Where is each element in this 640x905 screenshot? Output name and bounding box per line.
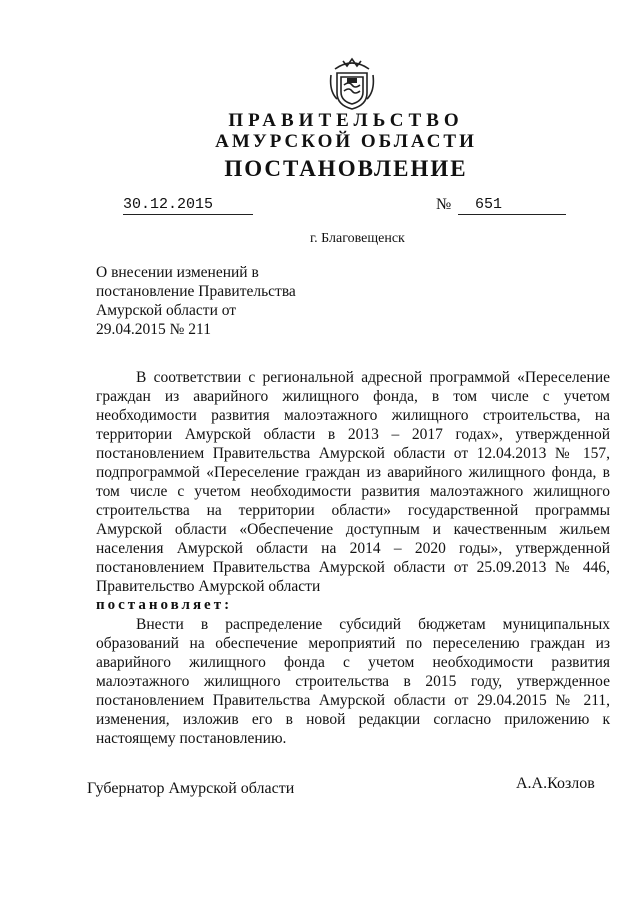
government-title: ПРАВИТЕЛЬСТВО (228, 110, 464, 131)
preamble-paragraph: В соответствии с региональной адресной программой «Переселение граждан из аварийного жилищного фонда, в том числе с учетом необходимости развития малоэтажного жилищного строительства, на территории Амурской области в 2013 – 2017 годах», утвержденной постановлением Правительства Амурской области от 12.04.2013 № 157, подпрограммой «Переселение граждан из аварийного жилищного фонда, в том числе с учетом необходимости развития малоэтажного жилищного строительства на территории области» государственной программы Амурской области «Обеспечение доступным и качественным жильем населения Амурской области на 2014 – 2020 годы», утвержденной постановлением Правительства Амурской области от 25.09.2013 № 446, Правительство Амурской области (96, 369, 610, 595)
region-title: АМУРСКОЙ ОБЛАСТИ (215, 131, 477, 152)
subject-line: 29.04.2015 № 211 (96, 321, 211, 338)
number-sign: № (436, 196, 452, 213)
subject-line: О внесении изменений в (96, 264, 259, 281)
document-date: 30.12.2015 (123, 196, 253, 215)
resolve-word: постановляет: (96, 597, 233, 613)
subject-heading (96, 263, 336, 339)
subject-line: Амурской области от (96, 302, 237, 319)
document-type: ПОСТАНОВЛЕНИЕ (224, 156, 468, 181)
decision-paragraph: Внести в распределение субсидий бюджетам муниципальных образований на обеспечение мероприятий по переселению граждан из аварийного жилищного фонда с учетом необходимости развития малоэтажного жилищного строительства в 2015 году, утвержденное постановлением Правительства Амурской области от 29.04.2015 № 211, изменения, изложив его в новой редакции согласно приложению к настоящему постановлению. (96, 616, 610, 747)
subject-line: постановление Правительства (96, 283, 296, 300)
coat-of-arms-icon (329, 55, 375, 111)
signatory-name: А.А.Козлов (516, 775, 595, 792)
signatory-position: Губернатор Амурской области (87, 780, 295, 797)
document-number: 651 (458, 196, 566, 215)
city: г. Благовещенск (310, 231, 405, 246)
document-body (96, 368, 610, 748)
